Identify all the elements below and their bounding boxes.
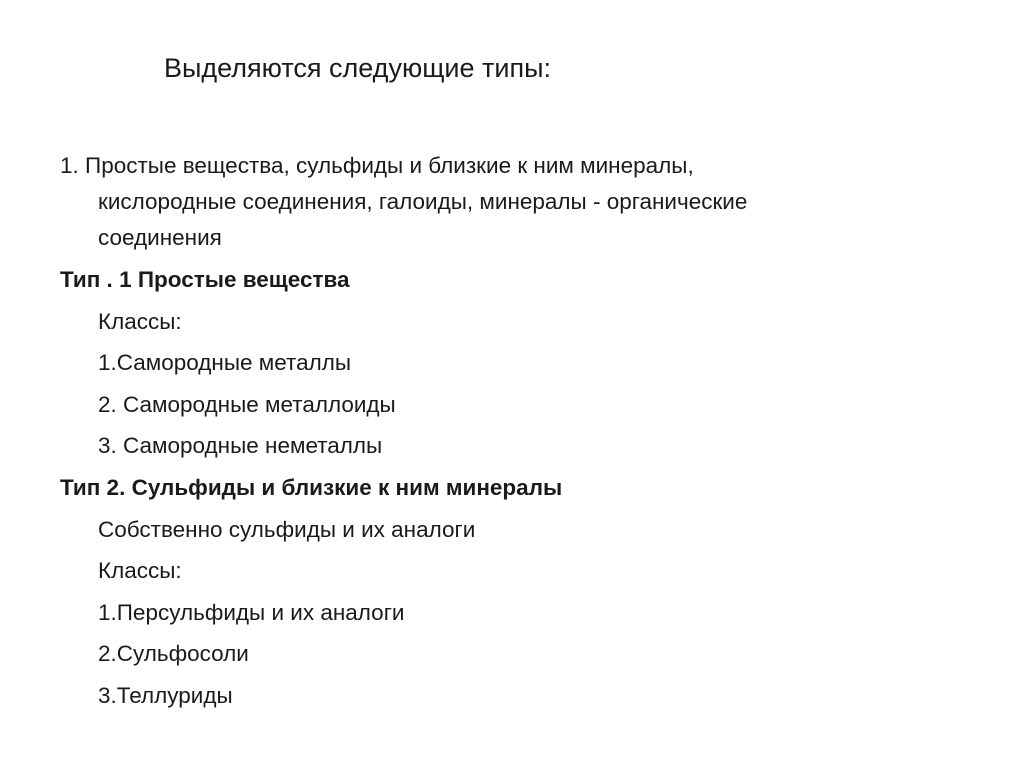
type2-classes-label: Классы: bbox=[98, 558, 182, 583]
type2-subgroup: Собственно сульфиды и их аналоги bbox=[98, 516, 476, 542]
type1-class-item: 1.Самородные металлы bbox=[98, 350, 352, 375]
type1-heading: Тип . 1 Простые вещества bbox=[60, 267, 350, 292]
intro-line-2: кислородные соединения, галоиды, минералы - органические bbox=[98, 189, 748, 214]
type2-class-item: 3.Теллуриды bbox=[98, 682, 233, 708]
intro-line-3: соединения bbox=[98, 225, 222, 250]
type2-heading: Тип 2. Сульфиды и близкие к ним минералы bbox=[60, 475, 563, 500]
slide-body bbox=[60, 148, 960, 714]
type2-class-item: 1.Персульфиды и их аналоги bbox=[98, 599, 405, 625]
intro-line-1: 1. Простые вещества, сульфиды и близкие к ним минералы, bbox=[60, 153, 694, 178]
type1-class-item: 2. Самородные металлоиды bbox=[98, 391, 396, 417]
intro-paragraph bbox=[60, 148, 960, 256]
slide-title: Выделяются следующие типы: bbox=[164, 53, 551, 83]
type2-class-item: 2.Сульфосоли bbox=[98, 641, 249, 666]
type1-classes-label: Классы: bbox=[98, 308, 182, 334]
type1-class-item: 3. Самородные неметаллы bbox=[98, 433, 383, 458]
